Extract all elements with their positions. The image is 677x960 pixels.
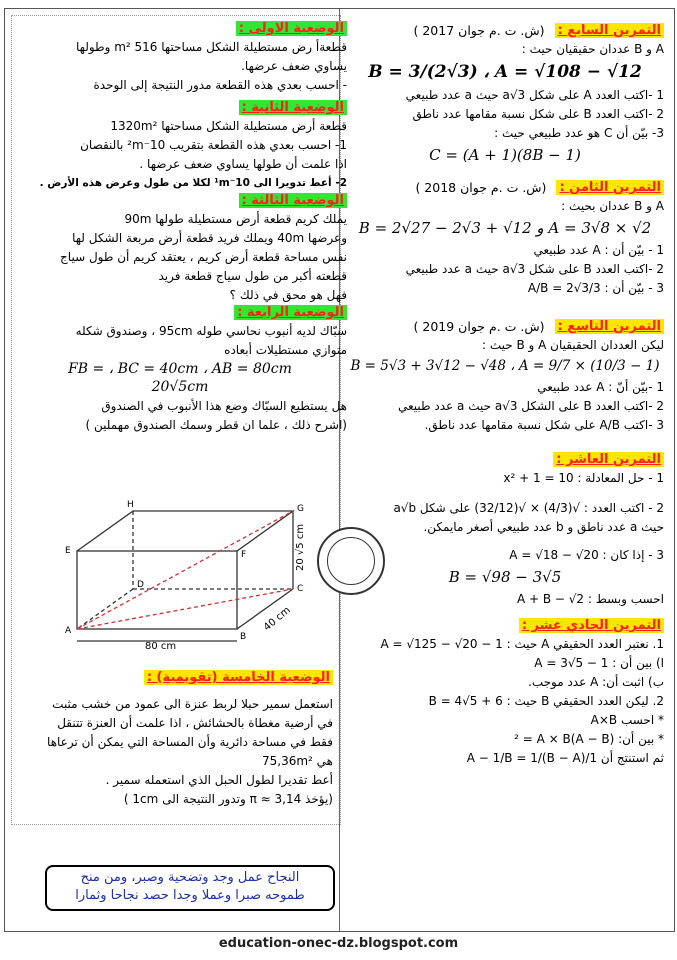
box-top-face	[77, 511, 293, 551]
s3-l4: قطعته أكبر من طول سياج قطعة فريد	[158, 269, 347, 283]
ex8-q3: 3 - بيّن أن : A/B = 2√3/3	[527, 281, 664, 295]
point-a: A	[65, 626, 72, 636]
box-front-face	[77, 551, 237, 629]
s5-l4: هي 75,36m²	[261, 754, 333, 768]
ex9-q1: 1 -بيّن أنّ : A عدد طبيعي	[537, 380, 664, 394]
s2-l2: 1- احسب بعدي هذه القطعة بتقريب 10⁻²m بالنقصان	[80, 138, 347, 152]
ex7-intro: A و B عددان حقيقيان حيث :	[521, 42, 664, 56]
depth-label: 40 cm	[261, 604, 293, 634]
s1-l2: يساوي ضعف عرضها.	[241, 59, 347, 73]
s3-l3: نفس مساحة قطعة أرض كريم ، يعتقد كريم أن طول سياج	[60, 250, 347, 264]
s5-title: الوضعية الخامسة (تقويمية) :	[144, 670, 333, 685]
ex8-q2: 2 -اكتب العدد B على شكل a√3 حيث a عدد طبيعي	[405, 262, 664, 276]
ex9-q2: 2 -اكتب العدد B على الشكل a√3 حيث a عدد طبيعي	[398, 399, 664, 413]
ex7-eq-c: C = (A + 1)(8B − 1)	[429, 146, 581, 164]
s3-l1: يملك كريم قطعة أرض مستطيلة طولها 90m	[124, 212, 347, 226]
s3-header	[13, 193, 347, 208]
ex9-header	[346, 319, 664, 334]
s4-l3: FB = ، BC = 40cm ، AB = 80cm	[68, 361, 292, 377]
s1-l1: قطعةأ رض مستطيلة الشكل مساحتها 516 m² وطولها	[76, 40, 347, 54]
ex7-q1: 1 -اكتب العدد A على شكل a√3 حيث a عدد طبيعي	[405, 88, 664, 102]
point-d: D	[137, 580, 144, 590]
ex7-header	[346, 23, 664, 38]
ex10-eq-b: B = √98 − 3√5	[448, 568, 562, 586]
footer-url[interactable]: education-onec-dz.blogspot.com	[218, 936, 459, 951]
s2-l4: 2- أعط تدويرا الى 10⁻¹m لكلا من طول وعرض هذه الأرض .	[39, 177, 347, 189]
point-b: B	[240, 632, 247, 642]
ex8-q1: 1 - بيّن أن : A عدد طبيعي	[533, 243, 664, 257]
ex9-eq: B = 5√3 + 3√12 − √48 ، A = 9/7 × (10/3 − 1)	[350, 358, 660, 374]
s4-l4: 20√5cm	[151, 379, 209, 395]
ex8-header	[346, 180, 664, 195]
motto-box	[45, 865, 335, 911]
ex8-eq: B = 2√27 − 2√3 + √12 و A = 3√8 × √2	[358, 219, 652, 237]
point-f: F	[241, 550, 247, 560]
ex9-q3: 3 -اكتب A/B على شكل نسبة مقامها عدد ناطق.	[424, 418, 664, 432]
ex10-header	[346, 452, 664, 467]
s1-header	[13, 21, 347, 36]
ex9-source: (ش. ت .م جوان 2019 )	[413, 319, 545, 334]
ex11-q1: 1. نعتبر العدد الحقيقي A حيث : A = √125 − √20 − 1	[380, 637, 664, 651]
s5-l2: في أرضية مغطاة بالحشائش ، اذا علمت أن العنزة تتنقل	[57, 716, 333, 730]
point-h: H	[127, 500, 134, 510]
box-hidden-left-bottom	[77, 589, 133, 629]
s4-l1: سبّاك لديه أنبوب نحاسي طوله 95cm ، وصندوق شكله	[75, 324, 347, 338]
s2-title: الوضعية الثانية :	[239, 100, 347, 115]
worksheet-page	[4, 8, 675, 932]
s4-l6: (اشرح ذلك ، علما ان قطر وسمك الصندوق مهملين )	[85, 418, 347, 432]
box-space-diagonal	[77, 511, 293, 629]
point-e: E	[65, 546, 71, 556]
ex9-intro: ليكن العددان الحقيقيان A و B حيث :	[481, 338, 664, 352]
point-c: C	[297, 584, 304, 594]
s1-l3: - احسب بعدي هذه القطعة مدور النتيجة إلى الوحدة	[93, 78, 347, 92]
s2-l1: قطعة أرض مستطيلة الشكل مساحتها 1320m²	[110, 119, 347, 133]
height-label: 20 √5 cm	[295, 523, 306, 571]
ex11-q1a: ا) بين أن : A = 3√5 − 1	[534, 656, 664, 670]
ex7-eq: B = 3/(2√3) ، A = √108 − √12	[368, 62, 642, 82]
s5-l6: (يؤخذ π ≈ 3,14 وتدور النتيجة الى 1cm )	[123, 792, 333, 806]
ex8-title: التمرين الثامن :	[556, 180, 664, 195]
ex10-title: التمرين العاشر :	[553, 452, 664, 467]
s5-block	[13, 664, 333, 809]
s4-header	[13, 305, 347, 320]
ex11-q1b: ب) اثبت أن: A عدد موجب.	[528, 675, 664, 689]
ex11-title: التمرين الحادي عشر :	[519, 618, 664, 633]
width-label: 80 cm	[145, 641, 177, 651]
box-diagram	[35, 481, 325, 651]
ex10-q3b: احسب وبسط : A + B − √2	[516, 592, 664, 606]
motto-line-1: النجاح عمل وجد وتضحية وصبر، ومن منح	[80, 870, 300, 885]
ex9-title: التمرين التاسع :	[555, 319, 664, 334]
s5-l1: استعمل سمير حبلا لربط عنزة الى عمود من خشب مثبت	[52, 697, 333, 711]
ex8-intro: A و B عددان بحيث :	[561, 199, 664, 213]
ex10-q3: 3 - إذا كان : A = √18 − √20	[509, 548, 664, 562]
s3-title: الوضعية الثالثة :	[239, 193, 347, 208]
s2-l3: اذا علمت أن طولها يساوي ضعف عرضها .	[139, 157, 347, 171]
ex10-q2: 2 - اكتب العدد : √(4/3) × √(32/12) على شكل a√b	[393, 501, 664, 515]
ex11-q2b: * بين أن: (A − B)² = A × B	[514, 732, 664, 746]
ex7-title: التمرين السابع :	[555, 23, 665, 38]
ex11-q2c: ثم استنتج أن 1/A − 1/B = 1/(B − A)	[466, 751, 664, 765]
s4-title: الوضعية الرابعة :	[234, 305, 347, 320]
ex8-source: (ش. ت .م جوان 2018 )	[415, 180, 547, 195]
s3-l2: وعرضها 40m ويملك فريد قطعة أرض مربعة الشكل لها	[72, 231, 347, 245]
s2-header	[13, 100, 347, 115]
ex10-q1: 1 - حل المعادلة : x² + 1 = 10	[503, 471, 664, 485]
s4-l5: هل يستطيع السبّاك وضع هذا الأنبوب في الصندوق	[101, 399, 347, 413]
ex11-q2: 2. ليكن العدد الحقيقي B حيث : B = 4√5 + 6	[428, 694, 664, 708]
ex11-header	[346, 618, 664, 633]
point-g: G	[297, 504, 304, 514]
s1-title: الوضعية الاولى :	[236, 21, 347, 36]
s5-header	[13, 670, 333, 685]
s5-l5: أعط تقديرا لطول الحبل الذي استعمله سمير .	[105, 773, 333, 787]
ex7-source: (ش. ت .م جوان 2017 )	[413, 23, 545, 38]
ex7-q2: 2 -اكتب العدد B على شكل نسبة مقامها عدد ناطق	[412, 107, 664, 121]
s3-l5: فهل هو محق في ذلك ؟	[229, 288, 347, 302]
box-floor-diagonal	[77, 589, 293, 629]
s5-l3: فقط في مساحة دائرية وأن المساحة التي يمكن أن ترعاها	[47, 735, 333, 749]
ex7-q3: 3- بيّن أن C هو عدد طبيعي حيث :	[494, 126, 664, 140]
right-column	[340, 9, 674, 931]
motto-line-2: طموحه صبرا وعملا وجدا حصد نجاحا وثمارا	[75, 888, 305, 903]
s4-l2: متوازي مستطيلات أبعاده	[224, 343, 347, 357]
teacher-stamp	[317, 527, 385, 595]
ex10-q2b: حيث a عدد ناطق و b عدد طبيعي أصغر مايمكن.	[423, 520, 664, 534]
ex11-q2a: * احسب A×B	[590, 713, 664, 727]
